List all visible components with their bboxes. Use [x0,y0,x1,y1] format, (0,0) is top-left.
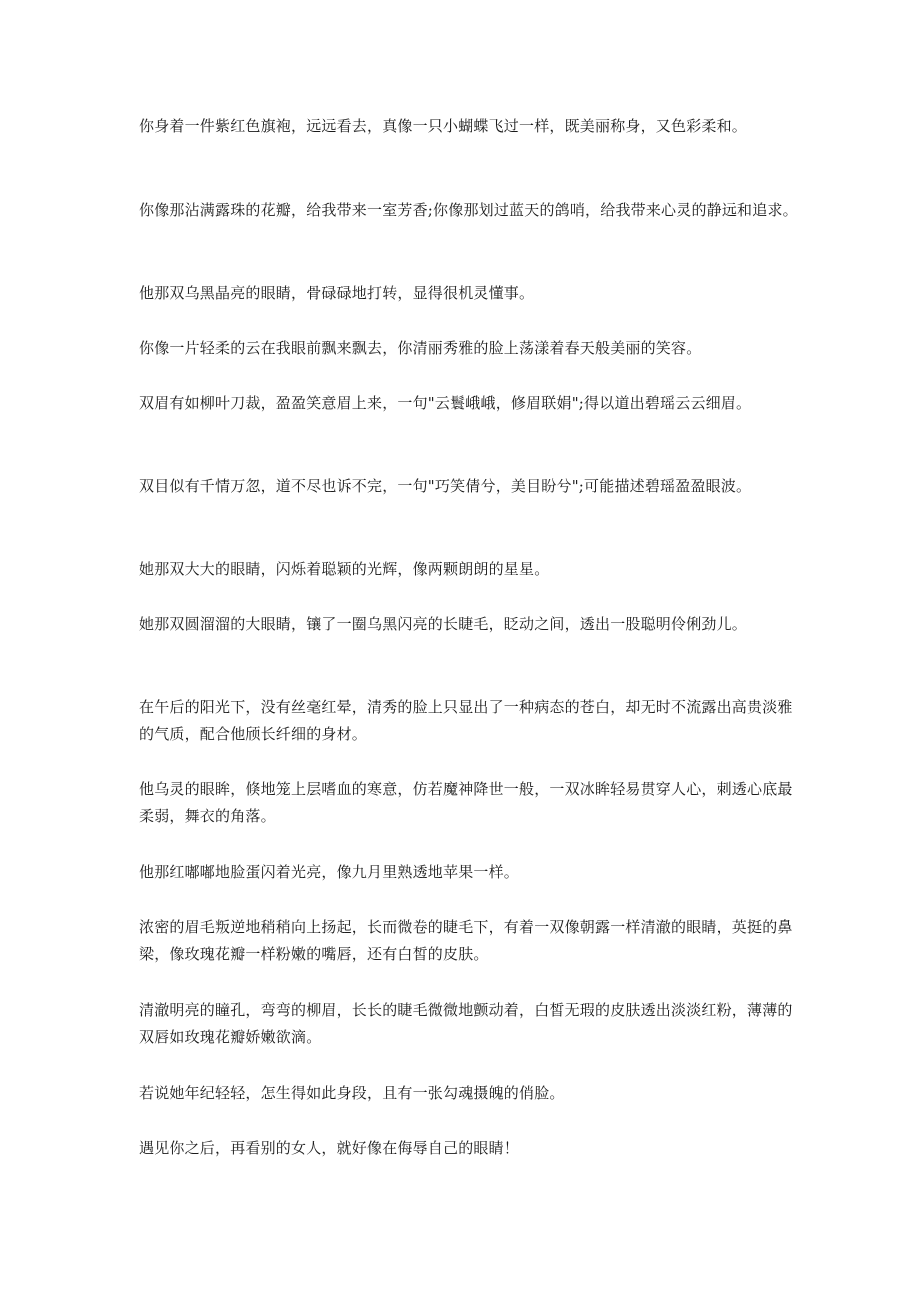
paragraph-7: 她那双大大的眼睛，闪烁着聪颖的光辉，像两颗朗朗的星星。 [139,560,550,578]
paragraph-11: 他那红嘟嘟地脸蛋闪着光亮，像九月里熟透地苹果一样。 [139,863,520,881]
paragraph-3: 他那双乌黑晶亮的眼睛，骨碌碌地打转，显得很机灵懂事。 [139,284,535,302]
paragraph-9: 在午后的阳光下，没有丝毫红晕，清秀的脸上只显出了一种病态的苍白，却无时不流露出高贵淡雅的气质，配合他颀长纤细的身材。 [139,698,793,743]
paragraph-8: 她那双圆溜溜的大眼睛，镶了一圈乌黑闪亮的长睫毛，眨动之间，透出一股聪明伶俐劲儿。 [139,615,748,633]
paragraph-10: 他乌灵的眼眸，倏地笼上层嗜血的寒意，仿若魔神降世一般，一双冰眸轻易贯穿人心，刺透心底最柔弱，舞衣的角落。 [139,780,793,825]
paragraph-2: 你像那沾满露珠的花瓣，给我带来一室芳香;你像那划过蓝天的鸽哨，给我带来心灵的静远和追求。 [139,201,798,219]
paragraph-4: 你像一片轻柔的云在我眼前飘来飘去，你清丽秀雅的脸上荡漾着春天般美丽的笑容。 [139,339,702,357]
paragraph-1: 你身着一件紫红色旗袍，远远看去，真像一只小蝴蝶飞过一样，既美丽称身，又色彩柔和。 [139,117,748,135]
paragraph-14: 若说她年纪轻轻，怎生得如此身段，且有一张勾魂摄魄的俏脸。 [139,1084,565,1102]
paragraph-13: 清澈明亮的瞳孔，弯弯的柳眉，长长的睫毛微微地颤动着，白皙无瑕的皮肤透出淡淡红粉，薄薄的双唇如玫瑰花瓣娇嫩欲滴。 [139,1001,793,1046]
paragraph-12: 浓密的眉毛叛逆地稍稍向上扬起，长而微卷的睫毛下，有着一双像朝露一样清澈的眼睛，英挺的鼻梁，像玫瑰花瓣一样粉嫩的嘴唇，还有白皙的皮肤。 [139,918,793,963]
paragraph-6: 双目似有千情万忽，道不尽也诉不完，一句"巧笑倩兮，美目盼兮";可能描述碧瑶盈盈眼波。 [139,477,752,495]
paragraph-15: 遇见你之后，再看别的女人，就好像在侮辱自己的眼睛！ [139,1139,520,1157]
paragraph-5: 双眉有如柳叶刀裁，盈盈笑意眉上来，一句"云鬟峨峨，修眉联娟";得以道出碧瑶云云细眉。 [139,394,752,412]
